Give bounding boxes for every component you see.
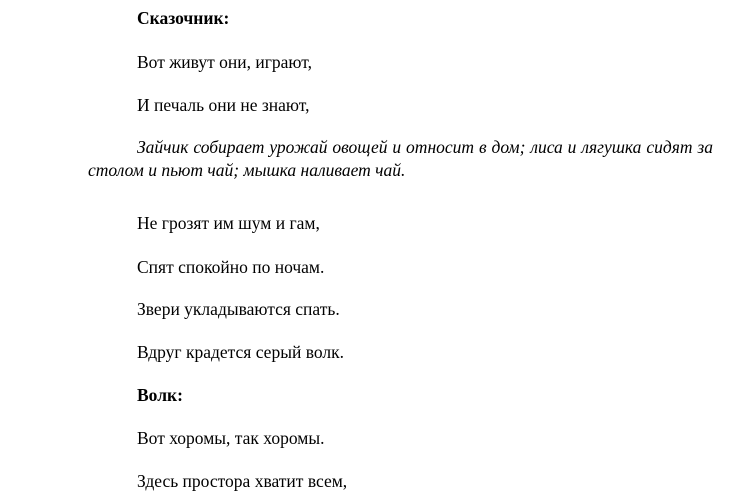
speaker-wolf: Волк:	[137, 385, 183, 405]
verse-line-8: Здесь простора хватит всем,	[137, 471, 348, 491]
stage-direction: Зайчик собирает урожай овощей и относит в дом; лиса и лягушка сидят за столом и пьют чай; мышка наливает чай.	[88, 137, 713, 180]
verse-line-1: Вот живут они, играют,	[137, 52, 312, 72]
verse-line-4: Спят спокойно по ночам.	[137, 257, 325, 277]
verse-line-7: Вот хоромы, так хоромы.	[137, 428, 325, 448]
verse-line-3: Не грозят им шум и гам,	[137, 213, 320, 233]
verse-line-2: И печаль они не знают,	[137, 95, 310, 115]
verse-line-6: Вдруг крадется серый волк.	[137, 342, 344, 362]
verse-line-5: Звери укладываются спать.	[137, 299, 340, 319]
speaker-storyteller: Сказочник:	[137, 8, 230, 28]
